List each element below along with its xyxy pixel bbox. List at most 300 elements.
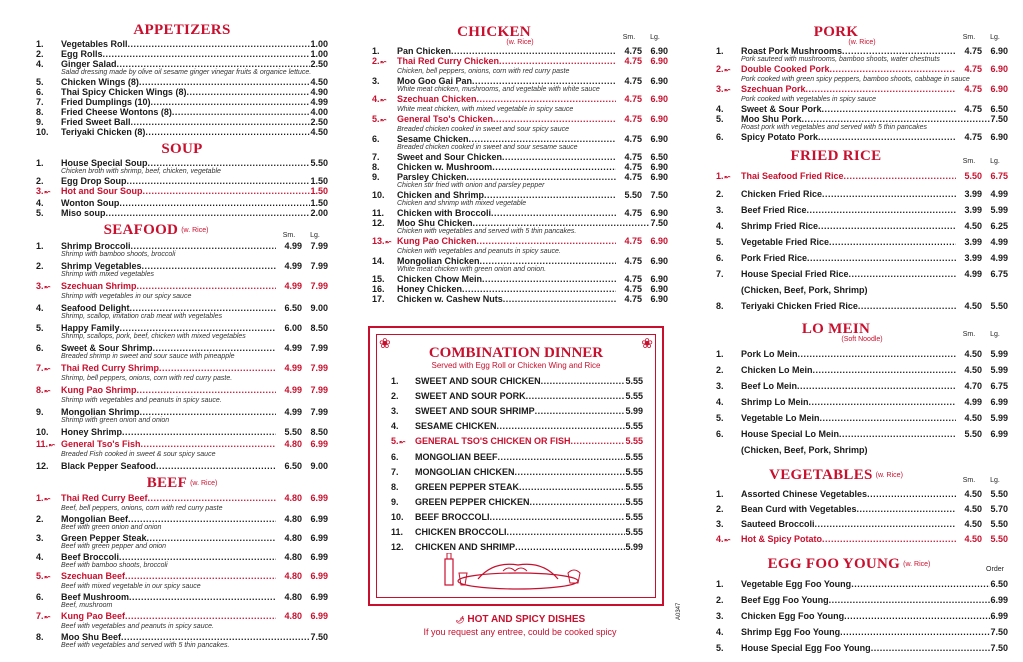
menu-item bbox=[36, 632, 328, 642]
item-number: 4. bbox=[36, 198, 44, 208]
item-name: Shrimp Vegetables bbox=[61, 261, 142, 271]
spicy-request-note: If you request any entree, could be cooked spicy bbox=[423, 627, 617, 637]
item-prices bbox=[956, 429, 1008, 439]
item-number: 11.↜ bbox=[36, 439, 55, 449]
chili-pepper-icon: ↜ bbox=[724, 87, 731, 94]
item-description: Chicken stir fried with onion and parsley pepper bbox=[397, 182, 545, 189]
menu-item bbox=[36, 611, 328, 623]
item-description: Beef, mushroom bbox=[61, 602, 113, 609]
item-name: House Special Lo Mein bbox=[741, 429, 840, 439]
section-title-text: PORK bbox=[813, 24, 859, 40]
small-price: 4.80 bbox=[284, 493, 302, 503]
item-note bbox=[716, 445, 1008, 455]
price-column-headers bbox=[956, 158, 1008, 165]
leader-dots bbox=[121, 632, 310, 642]
large-price: 6.90 bbox=[650, 56, 668, 66]
item-number: 6. bbox=[716, 253, 724, 263]
item-number: 12. bbox=[36, 461, 49, 471]
menu-item bbox=[36, 592, 328, 602]
section-header bbox=[36, 22, 328, 39]
leader-dots bbox=[128, 514, 276, 524]
leader-dots bbox=[858, 301, 956, 311]
large-price: 6.75 bbox=[990, 171, 1008, 181]
combo-item bbox=[377, 465, 655, 480]
combo-number: 9. bbox=[391, 497, 399, 507]
item-name: Double Cooked Pork bbox=[741, 64, 830, 74]
item-prices bbox=[956, 253, 1008, 263]
item-prices bbox=[276, 514, 328, 524]
item-description: Shrimp with vegetables in our spicy sauce bbox=[61, 293, 192, 300]
item-description: Salad dressing made by olive oil sesame ginger vinegar fruits & organice lettuce. bbox=[61, 69, 312, 76]
item-prices bbox=[616, 294, 668, 304]
item-description: Breaded Fish cooked in sweet & sour spicy sauce bbox=[61, 451, 216, 458]
item-name: Sweet & Sour Shrimp bbox=[61, 343, 153, 353]
menu-item bbox=[36, 363, 328, 375]
appetizers-section bbox=[36, 22, 328, 137]
combo-number: 10. bbox=[391, 512, 404, 522]
chili-pepper-icon: ↜ bbox=[44, 366, 51, 373]
menu-item bbox=[372, 294, 668, 304]
leader-dots bbox=[103, 49, 311, 59]
item-number: 2. bbox=[716, 365, 724, 375]
item-prices bbox=[956, 301, 1008, 311]
combo-price: 5.55 bbox=[625, 482, 643, 492]
item-prices bbox=[616, 56, 668, 66]
item-number: 4. bbox=[716, 627, 724, 637]
item-name: Chicken Lo Mein bbox=[741, 365, 813, 375]
menu-item bbox=[36, 87, 328, 97]
leader-dots bbox=[159, 363, 276, 373]
combo-price: 5.55 bbox=[625, 467, 643, 477]
large-price: 6.90 bbox=[990, 132, 1008, 142]
price-column-headers bbox=[276, 232, 328, 239]
menu-item bbox=[716, 504, 1008, 514]
item-description: Chicken with vegetables and served with 5 thin pancakes. bbox=[397, 228, 577, 235]
large-price: 6.90 bbox=[650, 76, 668, 86]
item-name: Shrimp Egg Foo Young bbox=[741, 627, 841, 637]
small-price: 4.50 bbox=[964, 349, 982, 359]
item-name: Szechuan Shrimp bbox=[61, 281, 137, 291]
item-description: Shrimp with bamboo shoots, broccoli bbox=[61, 251, 176, 258]
large-price: 6.99 bbox=[990, 397, 1008, 407]
large-price: 4.99 bbox=[990, 253, 1008, 263]
item-name: Teriyaki Chicken (8) bbox=[61, 127, 146, 137]
combo-price: 5.55 bbox=[625, 376, 643, 386]
item-number: 6. bbox=[36, 592, 44, 602]
item-number: 6. bbox=[36, 87, 44, 97]
leader-dots bbox=[140, 407, 277, 417]
menu-item bbox=[36, 385, 328, 397]
menu-item bbox=[36, 261, 328, 271]
leader-dots bbox=[519, 480, 625, 495]
section-title-text: CHICKEN bbox=[457, 24, 531, 40]
item-prices bbox=[616, 190, 668, 200]
leader-dots bbox=[106, 208, 311, 218]
item-name: Chicken w. Cashew Nuts bbox=[397, 294, 503, 304]
item-description: Breaded chicken cooked in sweet and sour spicy sauce bbox=[397, 126, 569, 133]
item-number: 6. bbox=[372, 134, 380, 144]
item-price: 4.90 bbox=[310, 87, 328, 97]
item-number: 3. bbox=[372, 76, 380, 86]
item-prices bbox=[276, 427, 328, 437]
small-header: Sm. bbox=[962, 158, 976, 165]
menu-item bbox=[36, 176, 328, 186]
leader-dots bbox=[492, 162, 616, 172]
combo-item bbox=[377, 525, 655, 540]
item-prices bbox=[616, 76, 668, 86]
combo-name: SESAME CHICKEN bbox=[415, 421, 497, 431]
item-prices bbox=[956, 104, 1008, 114]
combination-inner-frame bbox=[376, 334, 656, 598]
item-number: 2. bbox=[716, 504, 724, 514]
item-prices bbox=[616, 134, 668, 144]
item-number: 3. bbox=[716, 381, 724, 391]
section-header bbox=[716, 148, 1008, 165]
item-name: Pork Lo Mein bbox=[741, 349, 798, 359]
item-number: 2.↜ bbox=[716, 64, 731, 74]
leader-dots bbox=[131, 117, 311, 127]
large-price: 6.99 bbox=[310, 571, 328, 581]
item-prices bbox=[616, 94, 668, 104]
leader-dots bbox=[849, 269, 956, 279]
menu-item bbox=[716, 381, 1008, 391]
leader-dots bbox=[820, 413, 956, 423]
menu-item bbox=[716, 253, 1008, 263]
large-header: Lg. bbox=[990, 158, 1000, 165]
item-number: 9. bbox=[372, 172, 380, 182]
menu-item bbox=[36, 186, 328, 198]
section-subtitle: (w. Rice) bbox=[848, 39, 876, 46]
item-name: Kung Pao Beef bbox=[61, 611, 126, 621]
combo-item bbox=[377, 450, 655, 465]
item-prices bbox=[276, 439, 328, 449]
menu-item bbox=[36, 39, 328, 49]
item-prices bbox=[276, 343, 328, 353]
menu-item bbox=[716, 104, 1008, 114]
item-prices bbox=[616, 274, 668, 284]
menu-item bbox=[36, 343, 328, 353]
combo-item bbox=[377, 434, 655, 450]
combo-name: SWEET AND SOUR CHICKEN bbox=[415, 376, 541, 386]
chili-pepper-icon: ↜ bbox=[44, 284, 51, 291]
item-name: Chicken and Shrimp bbox=[397, 190, 485, 200]
small-price: 4.99 bbox=[284, 241, 302, 251]
large-price: 6.90 bbox=[650, 94, 668, 104]
small-price: 6.50 bbox=[284, 303, 302, 313]
small-price: 4.75 bbox=[624, 274, 642, 284]
item-description: Breaded chicken cooked in sweet and sour sesame sauce bbox=[397, 144, 578, 151]
item-note-text: (Chicken, Beef, Pork, Shrimp) bbox=[741, 445, 868, 455]
item-prices bbox=[956, 381, 1008, 391]
item-prices bbox=[616, 162, 668, 172]
item-price: 5.50 bbox=[310, 158, 328, 168]
small-price: 4.50 bbox=[964, 519, 982, 529]
item-name: Chicken Fried Rice bbox=[741, 189, 823, 199]
item-prices bbox=[956, 205, 1008, 215]
price-column-headers bbox=[982, 566, 1008, 573]
item-name: Hot and Sour Soup bbox=[61, 186, 143, 196]
item-description: Shrimp with green onion and onion bbox=[61, 417, 170, 424]
vegetables-section bbox=[716, 467, 1008, 546]
chili-pepper-icon: ↜ bbox=[385, 239, 392, 246]
leader-dots bbox=[147, 533, 276, 543]
item-prices bbox=[276, 493, 328, 503]
item-name: Moo Goo Gai Pan bbox=[397, 76, 473, 86]
item-name: Thai Red Curry Beef bbox=[61, 493, 148, 503]
item-price: 2.50 bbox=[310, 59, 328, 69]
menu-item bbox=[716, 349, 1008, 359]
item-prices bbox=[956, 132, 1008, 142]
large-price: 6.25 bbox=[990, 221, 1008, 231]
section-title bbox=[36, 222, 276, 239]
combo-name: MONGOLIAN CHICKEN bbox=[415, 467, 515, 477]
leader-dots bbox=[822, 104, 956, 114]
item-number: 2.↜ bbox=[372, 56, 387, 66]
item-name: Beef Egg Foo Young bbox=[741, 595, 829, 605]
item-name: Thai Red Curry Chicken bbox=[397, 56, 500, 66]
small-price: 4.80 bbox=[284, 592, 302, 602]
item-name: Vegetable Fried Rice bbox=[741, 237, 830, 247]
item-number: 2. bbox=[36, 176, 44, 186]
item-number: 12. bbox=[372, 218, 385, 228]
item-name: Assorted Chinese Vegetables bbox=[741, 489, 868, 499]
chili-pepper-icon: ↜ bbox=[724, 174, 731, 181]
menu-item bbox=[716, 365, 1008, 375]
small-price: 3.99 bbox=[964, 237, 982, 247]
menu-item bbox=[716, 132, 1008, 142]
leader-dots bbox=[541, 374, 626, 389]
section-header bbox=[36, 141, 328, 158]
price-column-headers bbox=[956, 477, 1008, 484]
combo-number: 2. bbox=[391, 391, 399, 401]
item-number: 1. bbox=[36, 158, 44, 168]
leader-dots bbox=[798, 349, 956, 359]
item-number: 4. bbox=[36, 552, 44, 562]
item-name: House Special Soup bbox=[61, 158, 148, 168]
chili-pepper-icon: ↜ bbox=[380, 59, 387, 66]
item-name: General Tso's Chicken bbox=[397, 114, 494, 124]
section-title-text: SOUP bbox=[161, 141, 203, 157]
menu-item bbox=[372, 172, 668, 182]
item-description: Beef with vegetables and served with 5 thin pancakes. bbox=[61, 642, 230, 649]
menu-item bbox=[36, 427, 328, 437]
item-prices bbox=[276, 323, 328, 333]
item-prices bbox=[276, 407, 328, 417]
menu-item bbox=[716, 171, 1008, 183]
menu-item bbox=[372, 284, 668, 294]
menu-item bbox=[36, 117, 328, 127]
combo-name: GREEN PEPPER STEAK bbox=[415, 482, 520, 492]
leader-dots bbox=[807, 253, 956, 263]
section-subtitle: (w. Rice) bbox=[506, 39, 534, 46]
item-name: Honey Chicken bbox=[397, 284, 463, 294]
item-number: 1.↜ bbox=[716, 171, 731, 181]
item-prices bbox=[616, 284, 668, 294]
leader-dots bbox=[797, 381, 956, 391]
combo-number: 5.↜ bbox=[391, 436, 406, 446]
combo-name: MONGOLIAN BEEF bbox=[415, 452, 498, 462]
menu-item bbox=[36, 461, 328, 471]
large-price: 6.99 bbox=[310, 533, 328, 543]
combo-item bbox=[377, 374, 655, 389]
hot-spicy-label: HOT AND SPICY DISHES bbox=[467, 614, 586, 625]
menu-item bbox=[36, 303, 328, 313]
item-prices bbox=[616, 208, 668, 218]
small-price: 4.50 bbox=[964, 301, 982, 311]
ornament-icon: ❀ bbox=[641, 335, 653, 351]
item-description: Chicken broth with shrimp, beef, chicken, vegetable bbox=[61, 168, 221, 175]
item-price: 1.50 bbox=[310, 176, 328, 186]
small-price: 4.50 bbox=[964, 489, 982, 499]
menu-item bbox=[36, 208, 328, 218]
item-description: Shrimp, scallop, imitation crab meat with vegetables bbox=[61, 313, 223, 320]
menu-item bbox=[36, 49, 328, 59]
item-price: 7.50 bbox=[990, 643, 1008, 653]
small-price: 3.99 bbox=[964, 189, 982, 199]
beef-section bbox=[36, 475, 328, 650]
leader-dots bbox=[493, 114, 616, 124]
leader-dots bbox=[839, 429, 956, 439]
leader-dots bbox=[502, 152, 616, 162]
item-description: White meat chicken with green onion and onion. bbox=[397, 266, 547, 273]
chili-pepper-icon: ↜ bbox=[380, 97, 387, 104]
small-price: 4.75 bbox=[624, 208, 642, 218]
small-price: 4.75 bbox=[624, 134, 642, 144]
item-name: Thai Spicy Chicken Wings (8) bbox=[61, 87, 187, 97]
item-prices bbox=[956, 397, 1008, 407]
item-number: 1. bbox=[36, 39, 44, 49]
menu-item bbox=[36, 514, 328, 524]
small-price: 4.99 bbox=[284, 343, 302, 353]
item-number: 4.↜ bbox=[716, 534, 731, 544]
item-prices bbox=[956, 189, 1008, 199]
combo-number: 3. bbox=[391, 406, 399, 416]
section-header bbox=[36, 222, 328, 239]
leader-dots bbox=[503, 294, 616, 304]
item-prices bbox=[956, 365, 1008, 375]
leader-dots bbox=[526, 389, 626, 404]
chili-pepper-icon: ↜ bbox=[44, 189, 51, 196]
item-prices bbox=[276, 241, 328, 251]
section-title bbox=[36, 22, 328, 39]
small-price: 4.75 bbox=[624, 256, 642, 266]
section-subtitle: (w. Rice) bbox=[875, 472, 903, 480]
item-name: Szechuan Chicken bbox=[397, 94, 477, 104]
item-number: 1.↜ bbox=[36, 493, 51, 503]
item-prices bbox=[956, 413, 1008, 423]
small-price: 4.75 bbox=[624, 294, 642, 304]
menu-column-left bbox=[36, 0, 328, 662]
menu-item bbox=[716, 643, 1008, 653]
item-name: Ginger Salad bbox=[61, 59, 117, 69]
item-name: Miso soup bbox=[61, 208, 106, 218]
seafood-section bbox=[36, 222, 328, 471]
section-title bbox=[716, 148, 956, 165]
item-number: 4. bbox=[716, 397, 724, 407]
item-note bbox=[716, 285, 1008, 295]
menu-item bbox=[372, 152, 668, 162]
item-price: 6.99 bbox=[990, 611, 1008, 621]
leader-dots bbox=[153, 343, 276, 353]
item-number: 4. bbox=[36, 303, 44, 313]
small-price: 4.99 bbox=[964, 397, 982, 407]
item-prices bbox=[276, 571, 328, 581]
item-number: 13.↜ bbox=[372, 236, 392, 246]
item-prices bbox=[276, 261, 328, 271]
item-prices bbox=[956, 269, 1008, 279]
food-platter-illustration bbox=[433, 553, 593, 593]
menu-item bbox=[36, 323, 328, 333]
item-name: Fried Dumplings (10) bbox=[61, 97, 151, 107]
order-header: Order bbox=[986, 566, 1004, 573]
menu-item bbox=[36, 552, 328, 562]
large-price: 6.90 bbox=[650, 284, 668, 294]
item-description: Chicken with vegetables and peanuts in spicy sauce. bbox=[397, 248, 561, 255]
item-prices bbox=[276, 385, 328, 395]
item-description: White meat chicken, mushrooms, and vegetable with white sauce bbox=[397, 86, 600, 93]
combo-price: 5.55 bbox=[625, 497, 643, 507]
combination-title: COMBINATION DINNER bbox=[428, 345, 604, 361]
section-title bbox=[36, 475, 328, 492]
item-name: Shrimp Fried Rice bbox=[741, 221, 819, 231]
small-price: 5.50 bbox=[624, 190, 642, 200]
item-price: 4.50 bbox=[310, 127, 328, 137]
leader-dots bbox=[830, 64, 956, 74]
item-name: Mongolian Beef bbox=[61, 514, 128, 524]
menu-item bbox=[36, 439, 328, 451]
item-number: 2. bbox=[716, 189, 724, 199]
small-header: Sm. bbox=[962, 477, 976, 484]
item-number: 16. bbox=[372, 284, 385, 294]
combo-price: 5.55 bbox=[625, 436, 643, 446]
item-name: Moo Shu Beef bbox=[61, 632, 121, 642]
item-name: Shrimp Broccoli bbox=[61, 241, 131, 251]
item-prices bbox=[276, 303, 328, 313]
leader-dots bbox=[141, 439, 277, 449]
large-price: 5.50 bbox=[990, 301, 1008, 311]
leader-dots bbox=[477, 94, 616, 104]
small-price: 4.99 bbox=[964, 269, 982, 279]
item-name: Beef Mushroom bbox=[61, 592, 130, 602]
item-name: Moo Shu Pork bbox=[741, 114, 802, 124]
item-number: 6. bbox=[716, 132, 724, 142]
large-price: 6.50 bbox=[990, 104, 1008, 114]
leader-dots bbox=[145, 127, 310, 137]
item-description: Breaded shrimp in sweet and sour sauce with pineapple bbox=[61, 353, 235, 360]
item-number: 2. bbox=[36, 514, 44, 524]
large-header: Lg. bbox=[990, 34, 1000, 41]
item-name: Green Pepper Steak bbox=[61, 533, 147, 543]
large-price: 6.50 bbox=[650, 152, 668, 162]
section-title-text: FRIED RICE bbox=[790, 148, 882, 164]
leader-dots bbox=[844, 611, 990, 621]
menu-item bbox=[716, 429, 1008, 439]
leader-dots bbox=[482, 274, 616, 284]
item-number: 3. bbox=[716, 611, 724, 621]
leader-dots bbox=[484, 190, 616, 200]
item-description: Shrimp with vegetables and peanuts in spicy sauce. bbox=[61, 397, 222, 404]
leader-dots bbox=[499, 56, 616, 66]
combination-subtitle: Served with Egg Roll or Chicken Wing and Rice bbox=[431, 361, 601, 370]
item-price: 1.50 bbox=[310, 198, 328, 208]
small-price: 4.75 bbox=[624, 152, 642, 162]
small-price: 4.50 bbox=[964, 534, 982, 544]
combo-number: 4. bbox=[391, 421, 399, 431]
large-price: 6.90 bbox=[650, 294, 668, 304]
item-number: 1. bbox=[36, 241, 44, 251]
leader-dots bbox=[809, 397, 957, 407]
chili-pepper-icon: ↜ bbox=[399, 439, 406, 446]
